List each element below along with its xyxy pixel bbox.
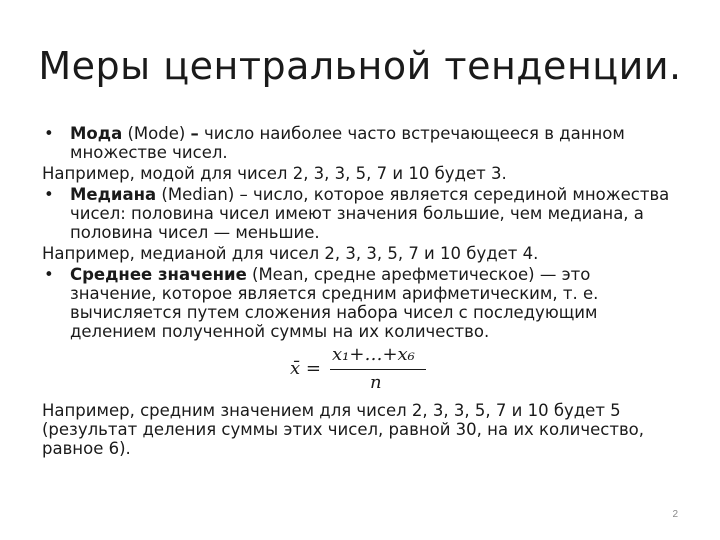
slide-title: Меры центральной тенденции. [38,44,682,88]
mean-text: (Mean, средне арефметическое) — это значение, которое является средним арифметическим, т. е. вычисляется путем сложения набора чисел с последующим делением полученной суммы на их количество. [70,265,599,341]
mode-text-1: (Mode) [122,124,191,143]
bullet-icon: • [44,124,54,143]
formula-denominator: n [370,372,382,393]
mode-example: Например, модой для чисел 2, 3, 3, 5, 7 и 10 будет 3. [42,164,507,183]
mode-text-2: число наиболее часто встречающееся в данном множестве чисел. [70,124,625,162]
mean-formula [42,343,682,401]
mean-term: Среднее значение [70,265,247,284]
median-example: Например, медианой для чисел 2, 3, 3, 5, 7 и 10 будет 4. [42,244,539,263]
slide-content [42,124,682,458]
mode-bullet [42,124,682,162]
bullet-icon: • [44,265,54,284]
median-bullet [42,185,682,242]
bullet-icon: • [44,185,54,204]
mode-term: Мода [70,124,123,143]
fraction-bar [330,369,426,370]
median-text: (Median) – число, которое является серединой множества чисел: половина чисел имеют значения большие, чем медиана, а половина чисел — меньшие. [70,185,670,242]
median-term: Медиана [70,185,157,204]
formula-lhs: x̄ = [290,358,321,379]
mean-bullet [42,265,682,341]
mode-dash: – [190,124,199,143]
formula-numerator: x₁+…+x₆ [332,344,415,365]
page-number: 2 [672,509,678,520]
mean-example: Например, средним значением для чисел 2, 3, 3, 5, 7 и 10 будет 5 (результат деления суммы этих чисел, равной 30, на их количество, равное 6). [42,401,645,458]
